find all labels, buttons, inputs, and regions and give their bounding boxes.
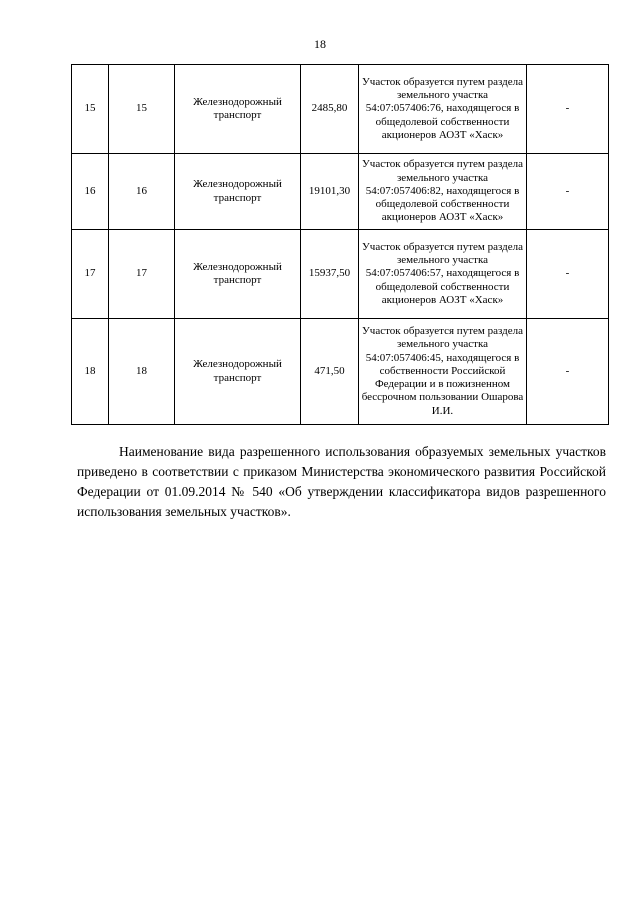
area-cell: 471,50 xyxy=(301,319,359,425)
plot-number-cell: 15 xyxy=(109,65,175,154)
note-cell: - xyxy=(527,154,609,230)
permitted-use-cell: Железнодорожный транспорт xyxy=(175,154,301,230)
table-row xyxy=(72,230,609,319)
formation-method-cell: Участок образуется путем раздела земельного участка 54:07:057406:76, находящегося в общедолевой собственности акционеров АОЗТ «Хаск» xyxy=(359,65,527,154)
body-paragraph: Наименование вида разрешенного использования образуемых земельных участков приведено в соответствии с приказом Министерства экономического развития Российской Федерации от 01.09.2014 № 540 «Об утверждении классификатора видов разрешенного использования земельных участков». xyxy=(77,444,606,519)
note-cell: - xyxy=(527,65,609,154)
land-plots-table xyxy=(71,64,609,425)
note-cell: - xyxy=(527,230,609,319)
table-row xyxy=(72,154,609,230)
plot-number-cell: 16 xyxy=(109,154,175,230)
permitted-use-cell: Железнодорожный транспорт xyxy=(175,65,301,154)
note-cell: - xyxy=(527,319,609,425)
table-row xyxy=(72,65,609,154)
permitted-use-cell: Железнодорожный транспорт xyxy=(175,230,301,319)
row-number-cell: 16 xyxy=(72,154,109,230)
area-cell: 15937,50 xyxy=(301,230,359,319)
formation-method-cell: Участок образуется путем раздела земельного участка 54:07:057406:82, находящегося в общедолевой собственности акционеров АОЗТ «Хаск» xyxy=(359,154,527,230)
table-row xyxy=(72,319,609,425)
row-number-cell: 17 xyxy=(72,230,109,319)
plot-number-cell: 18 xyxy=(109,319,175,425)
formation-method-cell: Участок образуется путем раздела земельного участка 54:07:057406:45, находящегося в собственности Российской Федерации и в пожизненном бессрочном пользовании Ошарова И.И. xyxy=(359,319,527,425)
formation-method-cell: Участок образуется путем раздела земельного участка 54:07:057406:57, находящегося в общедолевой собственности акционеров АОЗТ «Хаск» xyxy=(359,230,527,319)
area-cell: 2485,80 xyxy=(301,65,359,154)
row-number-cell: 18 xyxy=(72,319,109,425)
plot-number-cell: 17 xyxy=(109,230,175,319)
page-number: 18 xyxy=(314,37,326,51)
area-cell: 19101,30 xyxy=(301,154,359,230)
row-number-cell: 15 xyxy=(72,65,109,154)
permitted-use-cell: Железнодорожный транспорт xyxy=(175,319,301,425)
